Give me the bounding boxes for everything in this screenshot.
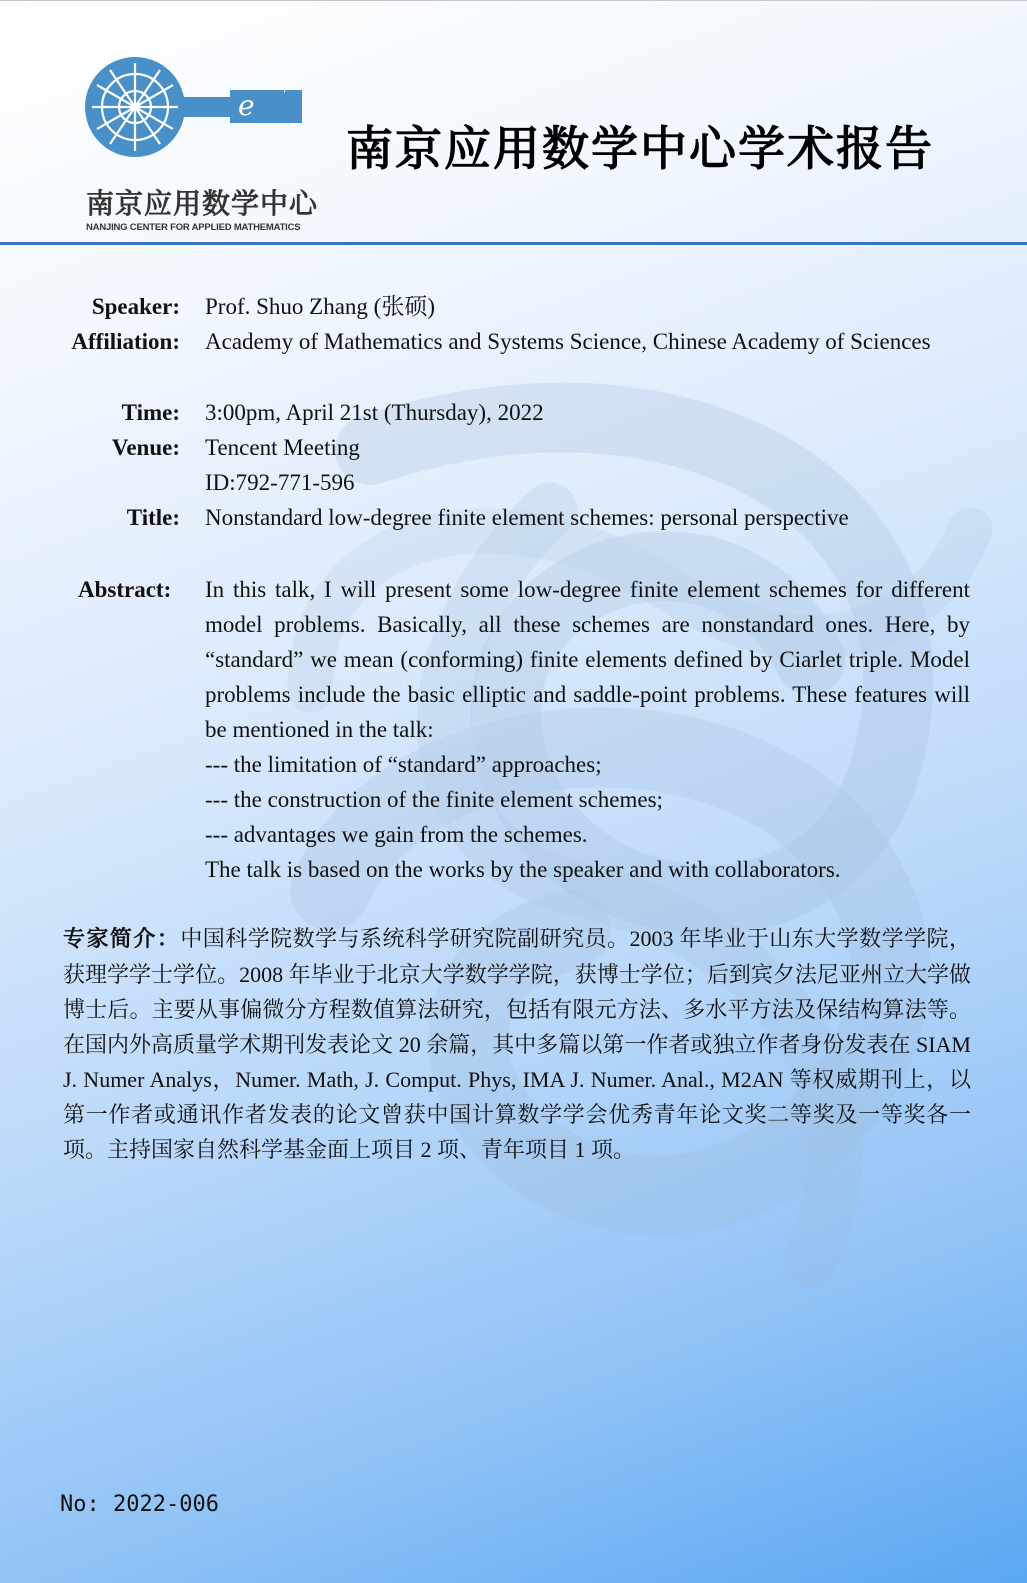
header-divider	[0, 242, 1027, 245]
speaker-bio	[63, 921, 971, 1167]
svg-text:e: e	[238, 89, 255, 122]
speaker-label: Speaker:	[91, 294, 180, 319]
affiliation-label: Affiliation:	[71, 329, 180, 354]
speaker-value: Prof. Shuo Zhang (张硕)	[205, 294, 435, 319]
abstract-body	[205, 572, 970, 887]
talk-title: Nonstandard low-degree finite element schemes: personal perspective	[205, 505, 849, 530]
snowflake-key-icon	[80, 50, 320, 180]
time-label: Time:	[121, 400, 180, 425]
abstract-bullet: --- advantages we gain from the schemes.	[205, 822, 588, 847]
nanjing-center-logo	[80, 50, 320, 240]
logo-english-name: NANJING CENTER FOR APPLIED MATHEMATICS	[86, 222, 301, 233]
svg-text:2πix·p: 2πix·p	[256, 80, 291, 93]
abstract-bullet: --- the limitation of “standard” approaches;	[205, 752, 602, 777]
abstract-label: Abstract:	[78, 577, 172, 602]
venue-id: ID:792-771-596	[205, 470, 355, 495]
venue-label: Venue:	[111, 435, 180, 460]
abstract-closing: The talk is based on the works by the speaker and with collaborators.	[205, 857, 841, 882]
abstract-paragraph: In this talk, I will present some low-degree finite element schemes for different model problems. Basically, all these schemes are nonstandard ones. Here, by “standard” we mean (conforming) finite elements defined by Ciarlet triple. Model problems include the basic elliptic and saddle-point problems. These features will be mentioned in the talk:	[205, 577, 970, 742]
title-label: Title:	[126, 505, 180, 530]
bio-label: 专家简介：	[63, 927, 181, 952]
bio-text: 中国科学院数学与系统科学研究院副研究员。2003 年毕业于山东大学数学学院，获理学学士学位。2008 年毕业于北京大学数学学院，获博士学位；后到宾夕法尼亚州立大学做博士后。主要从事偏微分方程数值算法研究，包括有限元方法、多水平方法及保结构算法等。在国内外高质量学术期刊发表论文 20 余篇，其中多篇以第一作者或独立作者身份发表在 SIAM J. Numer Analys，Numer. Math, J. Comput. Phys, IMA J. Numer. Anal., M2AN 等权威期刊上，以第一作者或通讯作者发表的论文曾获中国计算数学学会优秀青年论文奖二等奖及一等奖各一项。主持国家自然科学基金面上项目 2 项、青年项目 1 项。	[63, 926, 971, 1162]
top-border	[0, 0, 1027, 1]
logo-chinese-name: 南京应用数学中心	[86, 187, 319, 220]
time-value: 3:00pm, April 21st (Thursday), 2022	[205, 400, 544, 425]
venue-value: Tencent Meeting	[205, 435, 360, 460]
affiliation-value: Academy of Mathematics and Systems Science, Chinese Academy of Sciences	[205, 329, 931, 354]
page-title: 南京应用数学中心学术报告	[346, 122, 934, 177]
report-number: No: 2022-006	[60, 1492, 219, 1517]
abstract-bullet: --- the construction of the finite element schemes;	[205, 787, 663, 812]
